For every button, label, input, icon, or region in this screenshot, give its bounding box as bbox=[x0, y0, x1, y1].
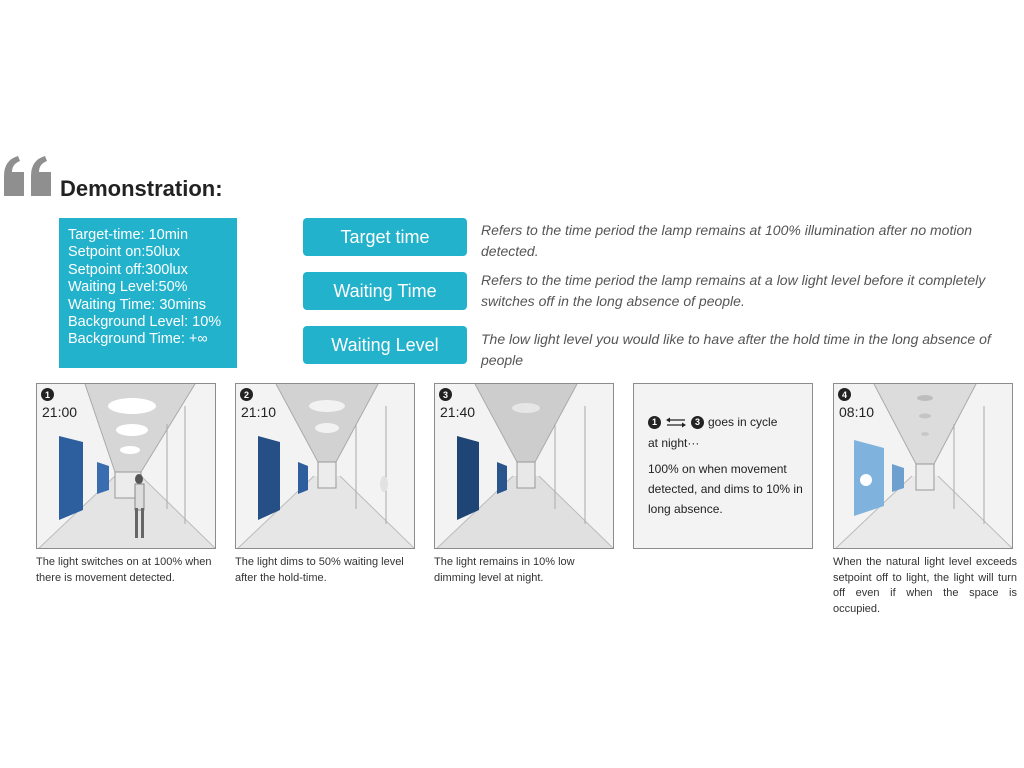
cycle-note-box bbox=[633, 383, 813, 549]
param-target-time: Target-time: 10min bbox=[68, 227, 189, 243]
term-waiting-level: Waiting Level bbox=[303, 326, 467, 364]
param-setpoint-on: Setpoint on:50lux bbox=[68, 244, 181, 261]
step-number-badge: 2 bbox=[240, 388, 253, 401]
definition-waiting-level: The low light level you would like to have after the hold time in the long absence of people bbox=[481, 331, 991, 368]
param-background-time: Background Time: +∞ bbox=[68, 331, 208, 348]
cycle-to-badge: 3 bbox=[691, 416, 704, 429]
step-number-badge: 4 bbox=[838, 388, 851, 401]
cycle-description: 100% on when movement detected, and dims to 10% in long absence. bbox=[648, 462, 803, 516]
parameter-box bbox=[59, 218, 237, 368]
param-background-level: Background Level: 10% bbox=[68, 314, 222, 331]
term-waiting-time: Waiting Time bbox=[303, 272, 467, 310]
param-waiting-time: Waiting Time: 30mins bbox=[68, 296, 207, 313]
caption-step-1: The light switches on at 100% when there is movement detected. bbox=[36, 556, 212, 584]
term-target-time: Target time bbox=[303, 218, 467, 256]
panel-step-2 bbox=[235, 383, 415, 549]
cycle-text: goes in cycle bbox=[708, 415, 778, 429]
cycle-line bbox=[648, 415, 777, 429]
quote-icon bbox=[2, 150, 54, 202]
cycle-from-badge: 1 bbox=[648, 416, 661, 429]
caption-step-3: The light remains in 10% low dimming level at night. bbox=[434, 556, 575, 584]
caption-step-4: When the natural light level exceeds setpoint off to light, the light will turn off even if when the space is occupied. bbox=[833, 556, 1017, 615]
param-waiting-level: Waiting Level:50% bbox=[68, 279, 188, 296]
page-title: Demonstration: bbox=[60, 176, 223, 201]
definition-waiting-time: Refers to the time period the lamp remains at a low light level before it completely switches off in the long absence of people. bbox=[481, 272, 986, 309]
time-label: 08:10 bbox=[839, 404, 875, 420]
panel-step-1 bbox=[36, 383, 216, 549]
param-setpoint-off: Setpoint off:300lux bbox=[68, 261, 188, 278]
definition-target-time: Refers to the time period the lamp remains at 100% illumination after no motion detected. bbox=[481, 222, 973, 259]
step-number-badge: 1 bbox=[41, 388, 54, 401]
time-label: 21:10 bbox=[241, 404, 277, 420]
step-number-badge: 3 bbox=[439, 388, 452, 401]
caption-step-2: The light dims to 50% waiting level after the hold-time. bbox=[235, 556, 404, 584]
cycle-arrows-icon bbox=[665, 416, 687, 428]
time-label: 21:00 bbox=[42, 404, 78, 420]
panel-step-3 bbox=[434, 383, 614, 549]
cycle-text-night: at night··· bbox=[648, 436, 700, 450]
time-label: 21:40 bbox=[440, 404, 476, 420]
panel-step-4 bbox=[833, 383, 1013, 549]
